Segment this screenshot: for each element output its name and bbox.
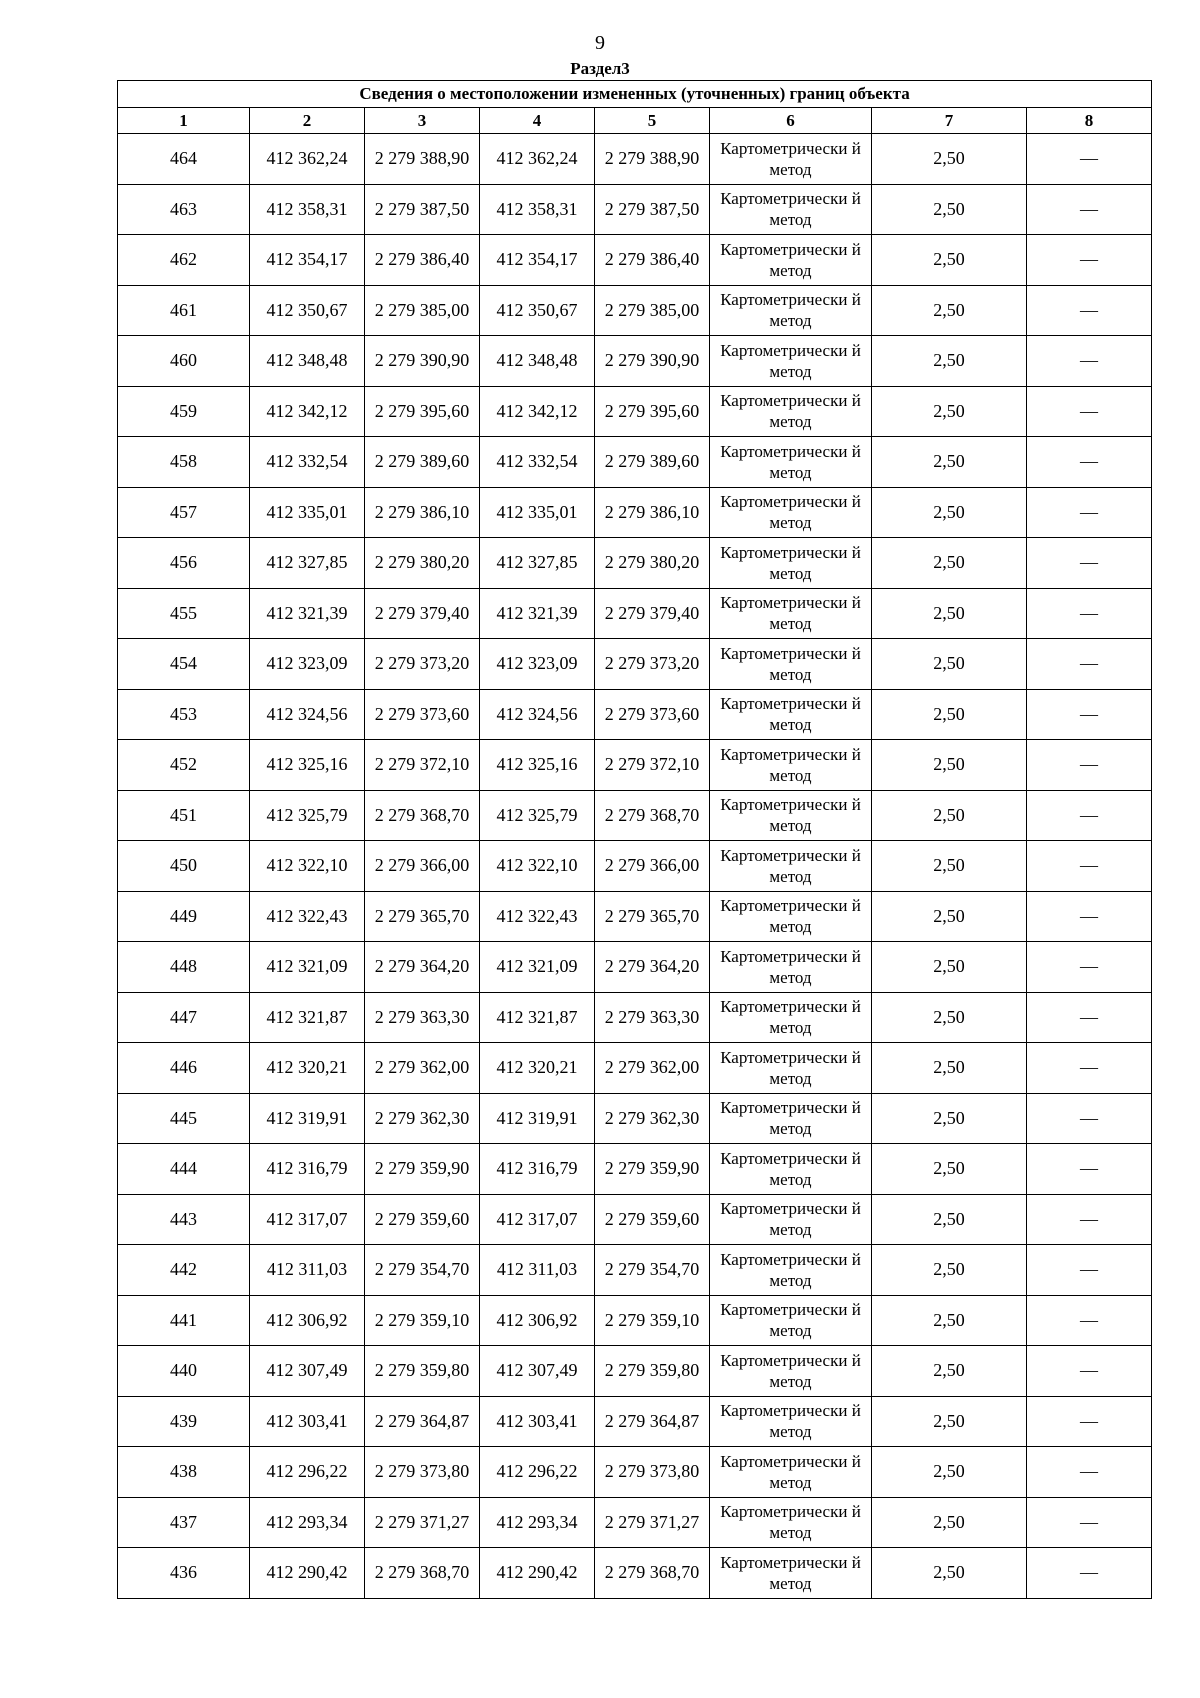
method-cell: Картометрически й метод (710, 437, 872, 488)
column-number-5: 5 (595, 108, 710, 134)
x-coord-cell: 412 296,22 (250, 1447, 365, 1498)
method-cell: Картометрически й метод (710, 740, 872, 791)
x-coord-cell: 412 321,39 (250, 588, 365, 639)
y-coord-cell: 2 279 388,90 (595, 134, 710, 185)
y-coord-cell: 2 279 386,10 (365, 487, 480, 538)
accuracy-cell: 2,50 (872, 235, 1027, 286)
point-number-cell: 438 (118, 1447, 250, 1498)
accuracy-cell: 2,50 (872, 134, 1027, 185)
point-number-cell: 440 (118, 1346, 250, 1397)
description-cell: — (1027, 942, 1152, 993)
method-cell: Картометрически й метод (710, 639, 872, 690)
x-coord-cell: 412 293,34 (480, 1497, 595, 1548)
column-number-4: 4 (480, 108, 595, 134)
x-coord-cell: 412 322,43 (480, 891, 595, 942)
y-coord-cell: 2 279 387,50 (365, 184, 480, 235)
method-cell: Картометрически й метод (710, 1396, 872, 1447)
point-number-cell: 452 (118, 740, 250, 791)
x-coord-cell: 412 293,34 (250, 1497, 365, 1548)
description-cell: — (1027, 1043, 1152, 1094)
x-coord-cell: 412 321,09 (250, 942, 365, 993)
table-row (118, 336, 1152, 387)
description-cell: — (1027, 1346, 1152, 1397)
table-row (118, 437, 1152, 488)
method-cell: Картометрически й метод (710, 841, 872, 892)
method-cell: Картометрически й метод (710, 538, 872, 589)
table-row (118, 1497, 1152, 1548)
description-cell: — (1027, 841, 1152, 892)
column-number-6: 6 (710, 108, 872, 134)
column-number-7: 7 (872, 108, 1027, 134)
table-row (118, 285, 1152, 336)
point-number-cell: 437 (118, 1497, 250, 1548)
page-number: 9 (595, 32, 605, 54)
y-coord-cell: 2 279 371,27 (595, 1497, 710, 1548)
y-coord-cell: 2 279 354,70 (595, 1245, 710, 1296)
description-cell: — (1027, 1497, 1152, 1548)
y-coord-cell: 2 279 390,90 (365, 336, 480, 387)
method-cell: Картометрически й метод (710, 336, 872, 387)
accuracy-cell: 2,50 (872, 538, 1027, 589)
point-number-cell: 446 (118, 1043, 250, 1094)
y-coord-cell: 2 279 362,30 (595, 1093, 710, 1144)
method-cell: Картометрически й метод (710, 235, 872, 286)
y-coord-cell: 2 279 362,00 (595, 1043, 710, 1094)
method-cell: Картометрически й метод (710, 588, 872, 639)
method-cell: Картометрически й метод (710, 1245, 872, 1296)
method-cell: Картометрически й метод (710, 1093, 872, 1144)
x-coord-cell: 412 319,91 (480, 1093, 595, 1144)
description-cell: — (1027, 1093, 1152, 1144)
x-coord-cell: 412 358,31 (480, 184, 595, 235)
x-coord-cell: 412 323,09 (250, 639, 365, 690)
table-body (118, 134, 1152, 1599)
x-coord-cell: 412 354,17 (250, 235, 365, 286)
x-coord-cell: 412 342,12 (480, 386, 595, 437)
y-coord-cell: 2 279 373,60 (365, 689, 480, 740)
table-row (118, 790, 1152, 841)
x-coord-cell: 412 325,79 (250, 790, 365, 841)
x-coord-cell: 412 320,21 (250, 1043, 365, 1094)
table-row (118, 1093, 1152, 1144)
y-coord-cell: 2 279 386,40 (595, 235, 710, 286)
point-number-cell: 461 (118, 285, 250, 336)
y-coord-cell: 2 279 385,00 (365, 285, 480, 336)
point-number-cell: 449 (118, 891, 250, 942)
y-coord-cell: 2 279 386,10 (595, 487, 710, 538)
table-row (118, 1295, 1152, 1346)
accuracy-cell: 2,50 (872, 1295, 1027, 1346)
table-row (118, 1447, 1152, 1498)
y-coord-cell: 2 279 365,70 (595, 891, 710, 942)
y-coord-cell: 2 279 395,60 (595, 386, 710, 437)
description-cell: — (1027, 336, 1152, 387)
accuracy-cell: 2,50 (872, 689, 1027, 740)
description-cell: — (1027, 1245, 1152, 1296)
y-coord-cell: 2 279 373,20 (365, 639, 480, 690)
y-coord-cell: 2 279 363,30 (595, 992, 710, 1043)
accuracy-cell: 2,50 (872, 1447, 1027, 1498)
method-cell: Картометрически й метод (710, 891, 872, 942)
x-coord-cell: 412 307,49 (250, 1346, 365, 1397)
point-number-cell: 458 (118, 437, 250, 488)
x-coord-cell: 412 311,03 (480, 1245, 595, 1296)
point-number-cell: 455 (118, 588, 250, 639)
y-coord-cell: 2 279 359,90 (595, 1144, 710, 1195)
table-row (118, 1043, 1152, 1094)
accuracy-cell: 2,50 (872, 942, 1027, 993)
point-number-cell: 460 (118, 336, 250, 387)
x-coord-cell: 412 325,16 (250, 740, 365, 791)
accuracy-cell: 2,50 (872, 790, 1027, 841)
x-coord-cell: 412 321,87 (480, 992, 595, 1043)
accuracy-cell: 2,50 (872, 740, 1027, 791)
x-coord-cell: 412 317,07 (480, 1194, 595, 1245)
description-cell: — (1027, 891, 1152, 942)
x-coord-cell: 412 322,43 (250, 891, 365, 942)
x-coord-cell: 412 324,56 (480, 689, 595, 740)
x-coord-cell: 412 335,01 (480, 487, 595, 538)
accuracy-cell: 2,50 (872, 386, 1027, 437)
y-coord-cell: 2 279 368,70 (595, 1548, 710, 1599)
y-coord-cell: 2 279 364,87 (365, 1396, 480, 1447)
method-cell: Картометрически й метод (710, 1043, 872, 1094)
y-coord-cell: 2 279 372,10 (595, 740, 710, 791)
y-coord-cell: 2 279 362,00 (365, 1043, 480, 1094)
y-coord-cell: 2 279 359,90 (365, 1144, 480, 1195)
description-cell: — (1027, 184, 1152, 235)
description-cell: — (1027, 235, 1152, 286)
column-number-row (118, 108, 1152, 134)
table-row (118, 639, 1152, 690)
point-number-cell: 439 (118, 1396, 250, 1447)
description-cell: — (1027, 1548, 1152, 1599)
description-cell: — (1027, 1144, 1152, 1195)
table-row (118, 689, 1152, 740)
x-coord-cell: 412 348,48 (250, 336, 365, 387)
y-coord-cell: 2 279 364,87 (595, 1396, 710, 1447)
x-coord-cell: 412 307,49 (480, 1346, 595, 1397)
description-cell: — (1027, 437, 1152, 488)
point-number-cell: 462 (118, 235, 250, 286)
table-row (118, 841, 1152, 892)
method-cell: Картометрически й метод (710, 1346, 872, 1397)
x-coord-cell: 412 358,31 (250, 184, 365, 235)
x-coord-cell: 412 303,41 (480, 1396, 595, 1447)
table-row (118, 1346, 1152, 1397)
y-coord-cell: 2 279 395,60 (365, 386, 480, 437)
point-number-cell: 463 (118, 184, 250, 235)
point-number-cell: 451 (118, 790, 250, 841)
x-coord-cell: 412 322,10 (480, 841, 595, 892)
method-cell: Картометрически й метод (710, 1447, 872, 1498)
x-coord-cell: 412 306,92 (250, 1295, 365, 1346)
description-cell: — (1027, 538, 1152, 589)
table-row (118, 588, 1152, 639)
x-coord-cell: 412 316,79 (250, 1144, 365, 1195)
description-cell: — (1027, 689, 1152, 740)
x-coord-cell: 412 321,09 (480, 942, 595, 993)
table-row (118, 992, 1152, 1043)
accuracy-cell: 2,50 (872, 1194, 1027, 1245)
description-cell: — (1027, 1396, 1152, 1447)
accuracy-cell: 2,50 (872, 891, 1027, 942)
y-coord-cell: 2 279 368,70 (365, 1548, 480, 1599)
method-cell: Картометрически й метод (710, 1144, 872, 1195)
y-coord-cell: 2 279 373,20 (595, 639, 710, 690)
method-cell: Картометрически й метод (710, 1295, 872, 1346)
point-number-cell: 450 (118, 841, 250, 892)
description-cell: — (1027, 386, 1152, 437)
y-coord-cell: 2 279 359,60 (365, 1194, 480, 1245)
point-number-cell: 443 (118, 1194, 250, 1245)
y-coord-cell: 2 279 379,40 (365, 588, 480, 639)
method-cell: Картометрически й метод (710, 487, 872, 538)
y-coord-cell: 2 279 359,10 (365, 1295, 480, 1346)
y-coord-cell: 2 279 373,80 (595, 1447, 710, 1498)
point-number-cell: 442 (118, 1245, 250, 1296)
accuracy-cell: 2,50 (872, 1043, 1027, 1094)
point-number-cell: 457 (118, 487, 250, 538)
y-coord-cell: 2 279 373,80 (365, 1447, 480, 1498)
description-cell: — (1027, 285, 1152, 336)
table-row (118, 235, 1152, 286)
accuracy-cell: 2,50 (872, 841, 1027, 892)
y-coord-cell: 2 279 390,90 (595, 336, 710, 387)
x-coord-cell: 412 332,54 (480, 437, 595, 488)
section-title: Раздел3 (570, 59, 630, 78)
method-cell: Картометрически й метод (710, 790, 872, 841)
x-coord-cell: 412 332,54 (250, 437, 365, 488)
x-coord-cell: 412 316,79 (480, 1144, 595, 1195)
y-coord-cell: 2 279 386,40 (365, 235, 480, 286)
y-coord-cell: 2 279 366,00 (365, 841, 480, 892)
table-row (118, 184, 1152, 235)
accuracy-cell: 2,50 (872, 1548, 1027, 1599)
x-coord-cell: 412 323,09 (480, 639, 595, 690)
table-row (118, 1144, 1152, 1195)
accuracy-cell: 2,50 (872, 184, 1027, 235)
accuracy-cell: 2,50 (872, 639, 1027, 690)
method-cell: Картометрически й метод (710, 1548, 872, 1599)
y-coord-cell: 2 279 368,70 (595, 790, 710, 841)
x-coord-cell: 412 350,67 (250, 285, 365, 336)
method-cell: Картометрически й метод (710, 134, 872, 185)
table-row (118, 1548, 1152, 1599)
column-number-2: 2 (250, 108, 365, 134)
y-coord-cell: 2 279 371,27 (365, 1497, 480, 1548)
table-row (118, 134, 1152, 185)
description-cell: — (1027, 1447, 1152, 1498)
y-coord-cell: 2 279 354,70 (365, 1245, 480, 1296)
x-coord-cell: 412 321,87 (250, 992, 365, 1043)
point-number-cell: 436 (118, 1548, 250, 1599)
description-cell: — (1027, 790, 1152, 841)
x-coord-cell: 412 319,91 (250, 1093, 365, 1144)
x-coord-cell: 412 317,07 (250, 1194, 365, 1245)
x-coord-cell: 412 327,85 (250, 538, 365, 589)
method-cell: Картометрически й метод (710, 285, 872, 336)
y-coord-cell: 2 279 362,30 (365, 1093, 480, 1144)
table-row (118, 487, 1152, 538)
description-cell: — (1027, 740, 1152, 791)
accuracy-cell: 2,50 (872, 1396, 1027, 1447)
column-number-3: 3 (365, 108, 480, 134)
method-cell: Картометрически й метод (710, 1194, 872, 1245)
x-coord-cell: 412 320,21 (480, 1043, 595, 1094)
accuracy-cell: 2,50 (872, 1497, 1027, 1548)
accuracy-cell: 2,50 (872, 1245, 1027, 1296)
x-coord-cell: 412 322,10 (250, 841, 365, 892)
x-coord-cell: 412 303,41 (250, 1396, 365, 1447)
method-cell: Картометрически й метод (710, 689, 872, 740)
table-row (118, 740, 1152, 791)
y-coord-cell: 2 279 372,10 (365, 740, 480, 791)
accuracy-cell: 2,50 (872, 336, 1027, 387)
x-coord-cell: 412 342,12 (250, 386, 365, 437)
y-coord-cell: 2 279 389,60 (365, 437, 480, 488)
description-cell: — (1027, 992, 1152, 1043)
boundary-table (117, 80, 1152, 1599)
y-coord-cell: 2 279 389,60 (595, 437, 710, 488)
x-coord-cell: 412 311,03 (250, 1245, 365, 1296)
method-cell: Картометрически й метод (710, 992, 872, 1043)
point-number-cell: 456 (118, 538, 250, 589)
x-coord-cell: 412 354,17 (480, 235, 595, 286)
y-coord-cell: 2 279 380,20 (595, 538, 710, 589)
y-coord-cell: 2 279 373,60 (595, 689, 710, 740)
y-coord-cell: 2 279 379,40 (595, 588, 710, 639)
accuracy-cell: 2,50 (872, 487, 1027, 538)
accuracy-cell: 2,50 (872, 992, 1027, 1043)
accuracy-cell: 2,50 (872, 1093, 1027, 1144)
method-cell: Картометрически й метод (710, 184, 872, 235)
method-cell: Картометрически й метод (710, 1497, 872, 1548)
y-coord-cell: 2 279 388,90 (365, 134, 480, 185)
y-coord-cell: 2 279 359,80 (365, 1346, 480, 1397)
point-number-cell: 453 (118, 689, 250, 740)
x-coord-cell: 412 362,24 (480, 134, 595, 185)
y-coord-cell: 2 279 359,10 (595, 1295, 710, 1346)
point-number-cell: 445 (118, 1093, 250, 1144)
column-number-1: 1 (118, 108, 250, 134)
method-cell: Картометрически й метод (710, 942, 872, 993)
x-coord-cell: 412 362,24 (250, 134, 365, 185)
y-coord-cell: 2 279 368,70 (365, 790, 480, 841)
y-coord-cell: 2 279 359,60 (595, 1194, 710, 1245)
x-coord-cell: 412 296,22 (480, 1447, 595, 1498)
x-coord-cell: 412 325,16 (480, 740, 595, 791)
x-coord-cell: 412 325,79 (480, 790, 595, 841)
x-coord-cell: 412 324,56 (250, 689, 365, 740)
table-row (118, 1245, 1152, 1296)
table-row (118, 942, 1152, 993)
accuracy-cell: 2,50 (872, 588, 1027, 639)
column-number-8: 8 (1027, 108, 1152, 134)
y-coord-cell: 2 279 385,00 (595, 285, 710, 336)
x-coord-cell: 412 350,67 (480, 285, 595, 336)
table-row (118, 386, 1152, 437)
accuracy-cell: 2,50 (872, 437, 1027, 488)
table-row (118, 538, 1152, 589)
point-number-cell: 441 (118, 1295, 250, 1346)
accuracy-cell: 2,50 (872, 1144, 1027, 1195)
point-number-cell: 459 (118, 386, 250, 437)
description-cell: — (1027, 487, 1152, 538)
point-number-cell: 448 (118, 942, 250, 993)
x-coord-cell: 412 306,92 (480, 1295, 595, 1346)
x-coord-cell: 412 290,42 (480, 1548, 595, 1599)
table-row (118, 1194, 1152, 1245)
y-coord-cell: 2 279 365,70 (365, 891, 480, 942)
table-caption: Сведения о местоположении измененных (уточненных) границ объекта (118, 81, 1152, 108)
y-coord-cell: 2 279 387,50 (595, 184, 710, 235)
table-row (118, 891, 1152, 942)
table-row (118, 1396, 1152, 1447)
description-cell: — (1027, 134, 1152, 185)
accuracy-cell: 2,50 (872, 285, 1027, 336)
y-coord-cell: 2 279 364,20 (595, 942, 710, 993)
y-coord-cell: 2 279 366,00 (595, 841, 710, 892)
x-coord-cell: 412 321,39 (480, 588, 595, 639)
point-number-cell: 454 (118, 639, 250, 690)
x-coord-cell: 412 290,42 (250, 1548, 365, 1599)
description-cell: — (1027, 1295, 1152, 1346)
accuracy-cell: 2,50 (872, 1346, 1027, 1397)
y-coord-cell: 2 279 364,20 (365, 942, 480, 993)
description-cell: — (1027, 1194, 1152, 1245)
description-cell: — (1027, 639, 1152, 690)
y-coord-cell: 2 279 359,80 (595, 1346, 710, 1397)
x-coord-cell: 412 335,01 (250, 487, 365, 538)
point-number-cell: 444 (118, 1144, 250, 1195)
description-cell: — (1027, 588, 1152, 639)
point-number-cell: 447 (118, 992, 250, 1043)
y-coord-cell: 2 279 380,20 (365, 538, 480, 589)
method-cell: Картометрически й метод (710, 386, 872, 437)
x-coord-cell: 412 348,48 (480, 336, 595, 387)
x-coord-cell: 412 327,85 (480, 538, 595, 589)
point-number-cell: 464 (118, 134, 250, 185)
y-coord-cell: 2 279 363,30 (365, 992, 480, 1043)
